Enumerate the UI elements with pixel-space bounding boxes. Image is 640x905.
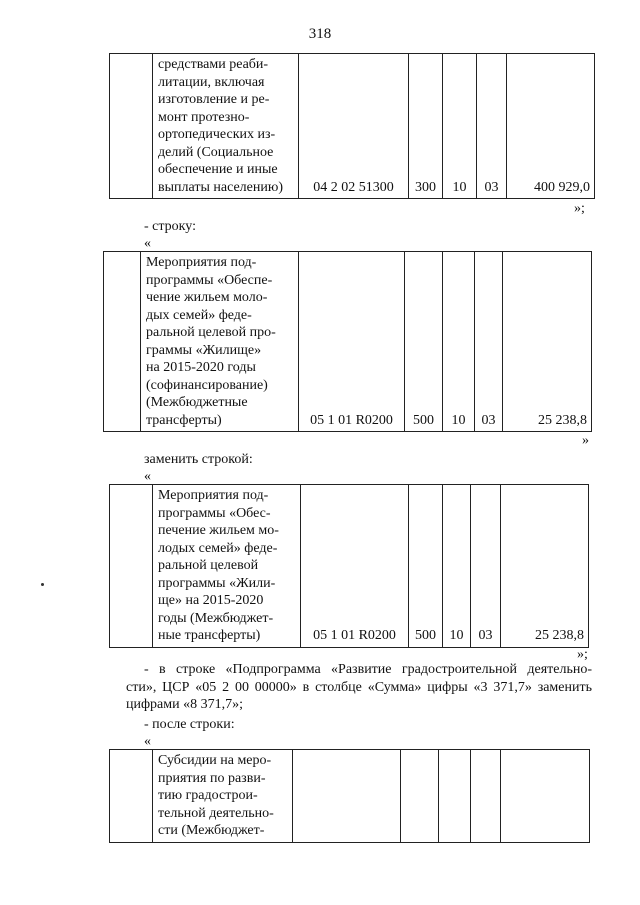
sum-cell: 25 238,8	[503, 252, 592, 432]
csr-cell: 04 2 02 51300	[299, 54, 409, 199]
budget-table-3	[109, 484, 589, 648]
instruction-label: - строку:	[144, 219, 196, 234]
row-description: Субсидии на меро- приятия по разви- тию градострои- тельной деятельно- сти (Межбюджет-	[153, 750, 293, 843]
rz-cell	[439, 750, 471, 843]
csr-cell: 05 1 01 R0200	[301, 485, 409, 648]
instruction-label: - после строки:	[144, 717, 235, 732]
csr-cell	[293, 750, 401, 843]
row-description: средствами реаби- литации, включая изготовление и ре- монт протезно- ортопедических из- делий (Социальное обеспечение и иные выплаты населению)	[153, 54, 299, 199]
amendment-paragraph: - в строке «Подпрограмма «Развитие градостроительной деятельно- сти», ЦСР «05 2 00 00000» в столбце «Сумма» цифры «3 371,7» заменить цифрами «8 371,7»;	[126, 662, 592, 712]
opening-quote: «	[144, 469, 151, 484]
pr-cell: 03	[475, 252, 503, 432]
row-description: Мероприятия под- программы «Обес- печение жильем мо- лодых семей» феде- ральной целевой программы «Жили- ще» на 2015-2020 годы (Межбюджет- ные трансферты)	[153, 485, 301, 648]
instruction-label: заменить строкой:	[144, 452, 253, 467]
sum-cell: 400 929,0	[507, 54, 595, 199]
empty-cell	[110, 54, 153, 199]
budget-table-4	[109, 749, 590, 843]
empty-cell	[110, 750, 153, 843]
stray-mark	[41, 583, 44, 586]
empty-cell	[110, 485, 153, 648]
closing-quote: »	[582, 433, 589, 448]
closing-quote: »;	[574, 201, 585, 216]
pr-cell: 03	[471, 485, 501, 648]
opening-quote: «	[144, 236, 151, 251]
closing-quote: »;	[577, 647, 588, 662]
empty-cell	[104, 252, 141, 432]
vr-cell: 500	[409, 485, 443, 648]
vr-cell	[401, 750, 439, 843]
opening-quote: «	[144, 734, 151, 749]
sum-cell: 25 238,8	[501, 485, 589, 648]
budget-table-2	[103, 251, 592, 432]
pr-cell: 03	[477, 54, 507, 199]
pr-cell	[471, 750, 501, 843]
vr-cell: 500	[405, 252, 443, 432]
sum-cell	[501, 750, 590, 843]
csr-cell: 05 1 01 R0200	[299, 252, 405, 432]
rz-cell: 10	[443, 252, 475, 432]
row-description: Мероприятия под- программы «Обеспе- чение жильем моло- дых семей» феде- ральной целевой про- граммы «Жилище» на 2015-2020 годы (софинансирование) (Межбюджетные трансферты)	[141, 252, 299, 432]
page-number: 318	[308, 26, 332, 42]
rz-cell: 10	[443, 485, 471, 648]
vr-cell: 300	[409, 54, 443, 199]
budget-table-1	[109, 53, 595, 199]
rz-cell: 10	[443, 54, 477, 199]
